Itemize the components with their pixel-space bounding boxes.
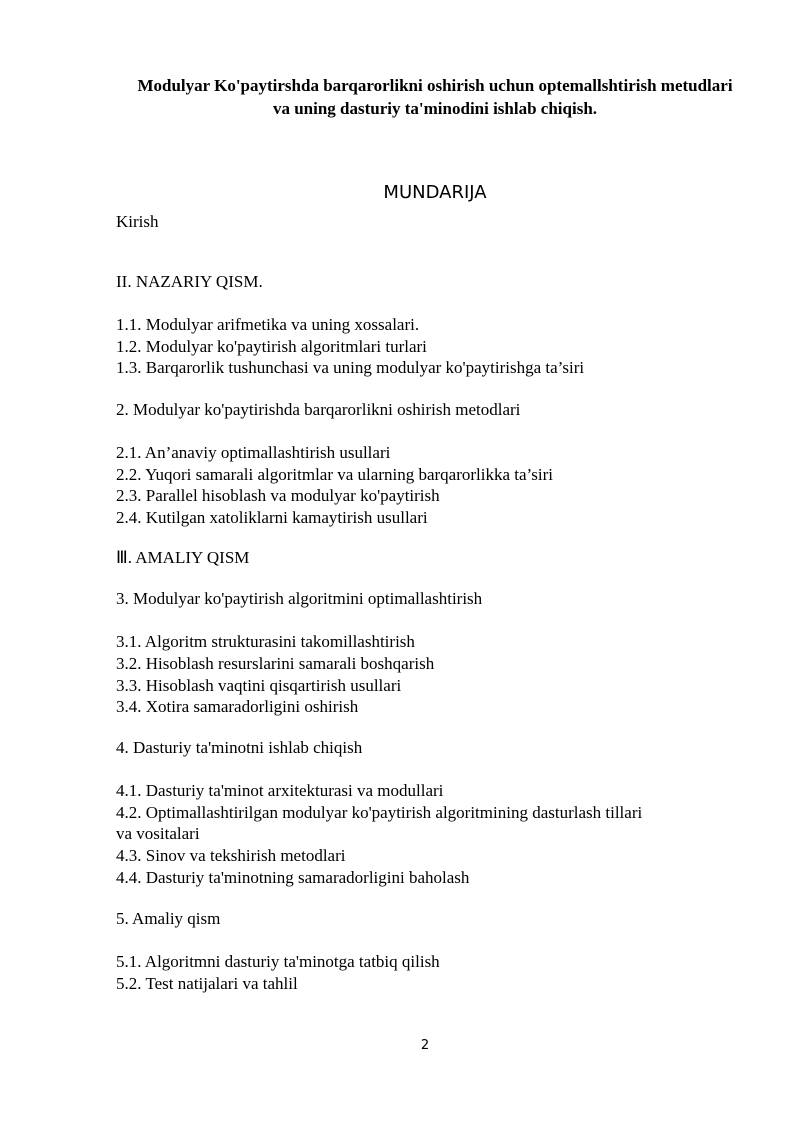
toc-item-3-4: 3.4. Xotira samaradorligini oshirish — [116, 697, 359, 716]
toc-item-3-2: 3.2. Hisoblash resurslarini samarali boshqarish — [116, 654, 435, 673]
toc-chapter-2: 2. Modulyar ko'paytirishda barqarorlikni oshirish metodlari — [116, 400, 521, 419]
toc-part-3: Ⅲ. AMALIY QISM — [116, 548, 250, 567]
toc-item-3-1: 3.1. Algoritm strukturasini takomillashtirish — [116, 632, 415, 651]
title-line-1: Modulyar Ko'paytirshda barqarorlikni oshirish uchun optemallshtirish metudlari — [137, 76, 733, 95]
toc-item-4-1: 4.1. Dasturiy ta'minot arxitekturasi va modullari — [116, 781, 444, 800]
toc-item-2-4: 2.4. Kutilgan xatoliklarni kamaytirish usullari — [116, 508, 428, 527]
toc-part-2: II. NAZARIY QISM. — [116, 272, 263, 291]
toc-item-1-1: 1.1. Modulyar arifmetika va uning xossalari. — [116, 315, 420, 334]
toc-item-2-1: 2.1. An’anaviy optimallashtirish usullari — [116, 443, 391, 462]
toc-item-2-2: 2.2. Yuqori samarali algoritmlar va ularning barqarorlikka ta’siri — [116, 465, 553, 484]
toc-item-4-2-continued: va vositalari — [116, 824, 200, 843]
toc-item-4-3: 4.3. Sinov va tekshirish metodlari — [116, 846, 346, 865]
toc-item-4-2: 4.2. Optimallashtirilgan modulyar ko'paytirish algoritmining dasturlash tillari — [116, 803, 643, 822]
toc-intro: Kirish — [116, 212, 159, 231]
toc-item-1-2: 1.2. Modulyar ko'paytirish algoritmlari turlari — [116, 337, 427, 356]
toc-item-5-1: 5.1. Algoritmni dasturiy ta'minotga tatbiq qilish — [116, 952, 440, 971]
toc-chapter-3: 3. Modulyar ko'paytirish algoritmini optimallashtirish — [116, 589, 483, 608]
toc-chapter-5: 5. Amaliy qism — [116, 909, 221, 928]
toc-item-1-3: 1.3. Barqarorlik tushunchasi va uning modulyar ko'paytirishga ta’siri — [116, 358, 585, 377]
contents-heading: MUNDARIJA — [383, 182, 487, 203]
toc-item-5-2: 5.2. Test natijalari va tahlil — [116, 974, 298, 993]
toc-item-4-4: 4.4. Dasturiy ta'minotning samaradorligini baholash — [116, 868, 470, 887]
toc-item-3-3: 3.3. Hisoblash vaqtini qisqartirish usullari — [116, 676, 402, 695]
document-title — [100, 74, 770, 120]
toc-chapter-4: 4. Dasturiy ta'minotni ishlab chiqish — [116, 738, 363, 757]
page-number: 2 — [420, 1038, 430, 1053]
toc-item-2-3: 2.3. Parallel hisoblash va modulyar ko'paytirish — [116, 486, 440, 505]
title-line-2: va uning dasturiy ta'minodini ishlab chiqish. — [272, 99, 598, 118]
